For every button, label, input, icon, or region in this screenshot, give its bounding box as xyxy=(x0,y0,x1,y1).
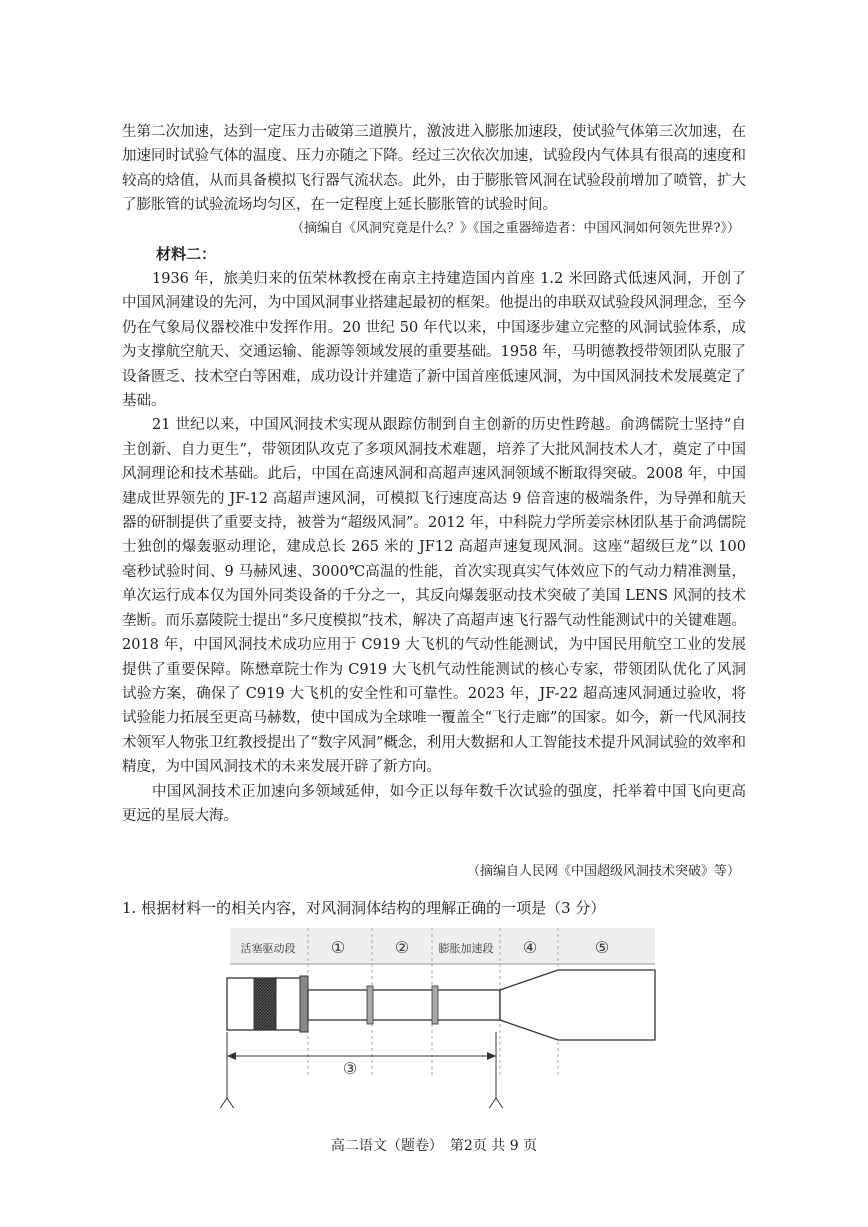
wind-tunnel-diagram xyxy=(210,928,660,1108)
material1-continuation xyxy=(122,120,746,218)
material1-source: （摘编自《风洞究竟是什么？》《国之重器缔造者：中国风洞如何领先世界?》） xyxy=(291,221,740,236)
label-section-2: ② xyxy=(394,938,410,957)
label-section-1: ① xyxy=(330,938,346,957)
material2-paragraph: 中国风洞技术正加速向多领域延伸，如今正以每年数千次试验的强度，托举着中国飞向更高更远的星辰大海。 xyxy=(122,783,746,824)
material2-paragraph: 21 世纪以来，中国风洞技术实现从跟踪仿制到自主创新的历史性跨越。俞鸿儒院士坚持“自主创新、自力更生”，带领团队攻克了多项风洞技术难题，培养了大批风洞技术人才，奠定了中国风洞理论和技术基础。此后，中国在高速风洞和高超声速风洞领域不断取得突破。2008 年，中国建成世界领先的 JF-12 高超声速风洞，可模拟飞行速度高达 9 倍音速的极端条件，为导弹和航天器的研制提供了重要支持，被誉为“超级风洞”。2012 年，中科院力学所姜宗林团队基于俞鸿儒院士独创的爆轰驱动理论，建成总长 265 米的 JF12 高超声速复现风洞。这座“超级巨龙”以 100 毫秒试验时间、9 马赫风速、3000℃高温的性能，首次实现真实气体效应下的气动力精准测量，单次运行成本仅为国外同类设备的千分之一，其反向爆轰驱动技术突破了美国 LENS 风洞的技术垄断。而乐嘉陵院士提出“多尺度模拟”技术，解决了高超声速飞行器气动性能测试中的关键难题。2018 年，中国风洞技术成功应用于 C919 大飞机的气动性能测试，为中国民用航空工业的发展提供了重要保障。陈懋章院士作为 C919 大飞机气动性能测试的核心专家，带领团队优化了风洞试验方案，确保了 C919 大飞机的安全性和可靠性。2023 年，JF-22 超高速风洞通过验收，将试验能力拓展至更高马赫数，使中国成为全球唯一覆盖全“飞行走廊”的国家。如今，新一代风洞技术领军人物张卫红教授提出了“数字风洞”概念，利用大数据和人工智能技术提升风洞试验的效率和精度，为中国风洞技术的未来发展开辟了新方向。 xyxy=(122,417,746,776)
tunnel-body xyxy=(227,970,655,1040)
label-expansion-section: 膨胀加速段 xyxy=(438,942,494,955)
label-piston-driver: 活塞驱动段 xyxy=(240,942,296,955)
material2-heading: 材料二： xyxy=(156,245,217,263)
label-section-5: ⑤ xyxy=(594,938,610,957)
label-section-4: ④ xyxy=(522,938,538,957)
question-1: 1. 根据材料一的相关内容，对风洞洞体结构的理解正确的一项是（3 分） xyxy=(122,899,606,917)
material2-body xyxy=(122,267,746,828)
material2-source: （摘编自人民网《中国超级风洞技术突破》等） xyxy=(466,864,740,879)
material2-paragraph: 1936 年，旅美归来的伍荣林教授在南京主持建造国内首座 1.2 米回路式低速风洞，开创了中国风洞建设的先河，为中国风洞事业搭建起最初的框架。他提出的串联双试验段风洞理念，至今仍在气象局仪器校准中发挥作用。20 世纪 50 年代以来，中国逐步建立完整的风洞试验体系，成为支撑航空航天、交通运输、能源等领域发展的重要基础。1958 年，马明德教授带领团队克服了设备匮乏、技术空白等困难，成功设计并建造了新中国首座低速风洞，为中国风洞技术发展奠定了基础。 xyxy=(122,271,746,410)
dimension-label-3: ③ xyxy=(342,1059,358,1078)
page-footer: 高二语文（题卷） 第2页 共 9 页 xyxy=(330,1138,538,1154)
material1-tail-paragraph: 生第二次加速，达到一定压力击破第三道膜片，激波进入膨胀加速段，使试验气体第三次加速，在加速同时试验气体的温度、压力亦随之下降。经过三次依次加速，试验段内气体具有很高的速度和较高的焓值，从而具备模拟飞行器气流状态。此外，由于膨胀管风洞在试验段前增加了喷管，扩大了膨胀管的试验流场均匀区，在一定程度上延长膨胀管的试验时间。 xyxy=(122,124,746,214)
dimension-marker xyxy=(219,1032,504,1108)
